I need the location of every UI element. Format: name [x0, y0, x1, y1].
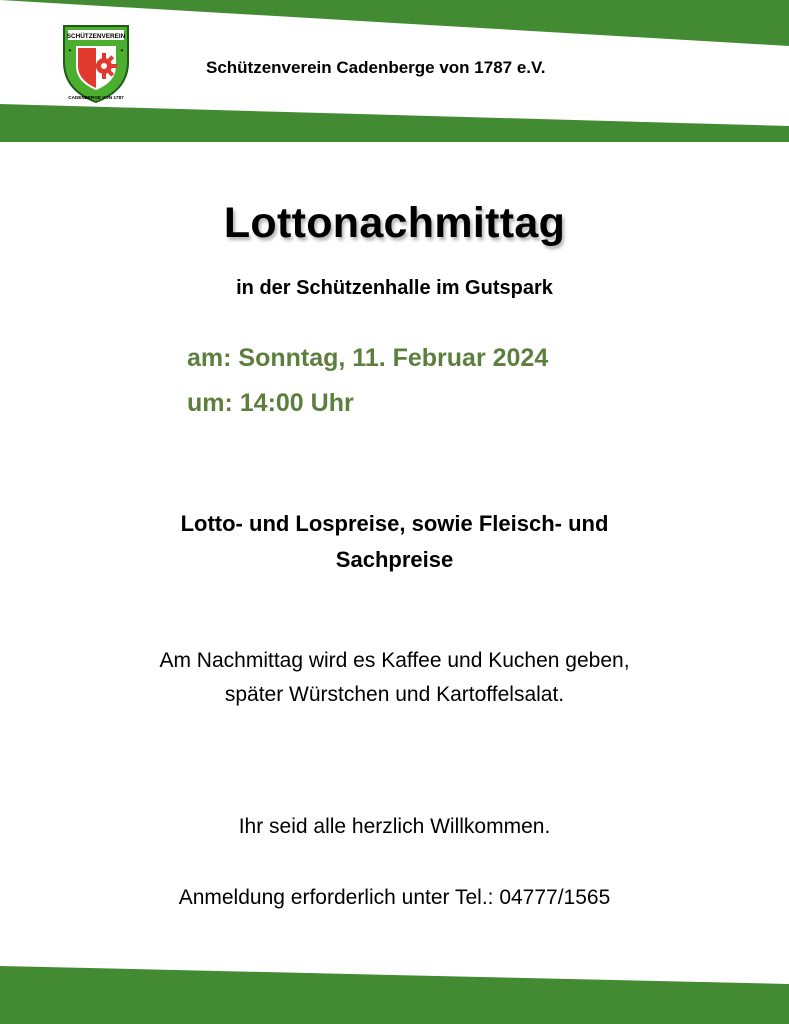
prizes-line-2: Sachpreise	[335, 547, 454, 572]
event-date: am: Sonntag, 11. Februar 2024	[187, 344, 549, 372]
food-text	[0, 644, 789, 712]
prizes-line-1: Lotto- und Lospreise, sowie Fleisch- und	[180, 511, 609, 536]
food-line-2: später Würstchen und Kartoffelsalat.	[224, 683, 565, 706]
club-crest-logo	[60, 22, 132, 104]
welcome-text: Ihr seid alle herzlich Willkommen.	[238, 815, 551, 838]
bottom-green-band	[0, 966, 789, 1024]
event-title: Lottonachmittag	[223, 199, 566, 247]
svg-text:✦: ✦	[119, 48, 125, 54]
event-location: in der Schützenhalle im Gutspark	[236, 277, 553, 299]
svg-text:✦: ✦	[67, 48, 73, 54]
signup-phone-text: Anmeldung erforderlich unter Tel.: 04777/1565	[178, 886, 611, 909]
svg-text:SCHÜTZENVEREIN: SCHÜTZENVEREIN	[66, 33, 126, 40]
svg-text:CADENBERGE VON 1787: CADENBERGE VON 1787	[68, 95, 124, 100]
prizes-text	[0, 506, 789, 578]
header-green-band	[0, 100, 789, 142]
club-name: Schützenverein Cadenberge von 1787 e.V.	[206, 58, 546, 77]
food-line-1: Am Nachmittag wird es Kaffee und Kuchen geben,	[159, 649, 630, 672]
event-time: um: 14:00 Uhr	[187, 389, 354, 417]
